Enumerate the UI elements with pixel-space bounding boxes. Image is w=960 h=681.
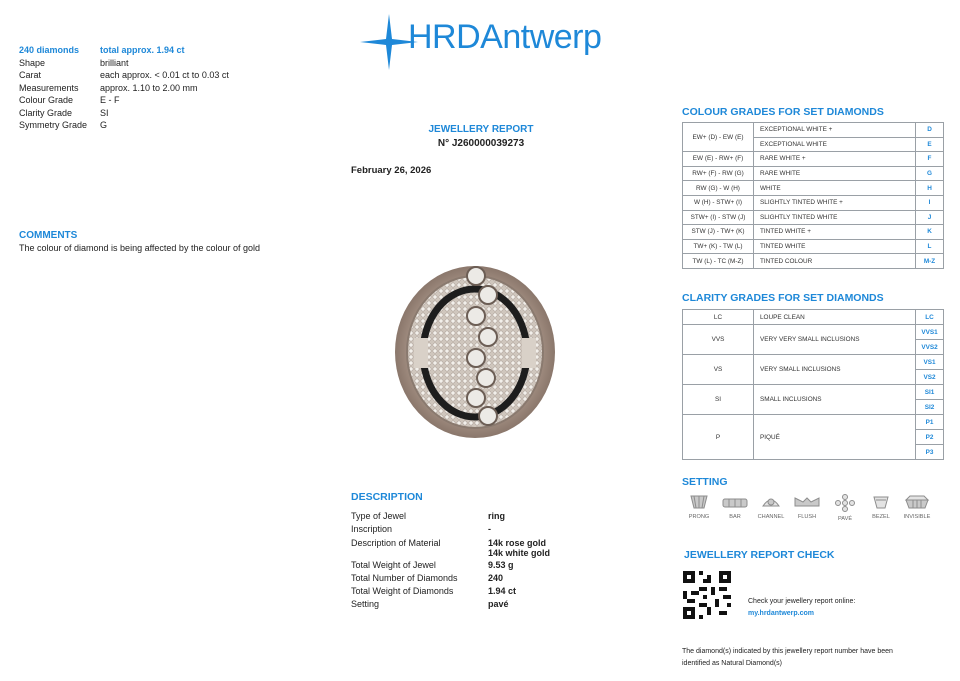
- grade-code: TW (L) - TC (M-Z): [683, 254, 754, 269]
- grade-desc: RARE WHITE +: [754, 152, 916, 167]
- grade-letter: E: [916, 137, 944, 152]
- grade-letter: D: [916, 123, 944, 138]
- setting-flush: [790, 494, 824, 520]
- clarity-desc: VERY VERY SMALL INCLUSIONS: [754, 325, 916, 355]
- grade-desc: EXCEPTIONAL WHITE +: [754, 123, 916, 138]
- grade-desc: RARE WHITE: [754, 166, 916, 181]
- clarity-letter: P1: [916, 415, 944, 430]
- total-weight: total approx. 1.94 ct: [100, 45, 185, 55]
- pave-icon: [833, 494, 857, 512]
- clarity-letter: SI1: [916, 385, 944, 400]
- clarity-grades-title: CLARITY GRADES FOR SET DIAMONDS: [682, 292, 884, 304]
- spec-value: G: [100, 120, 108, 130]
- logo-text: HRDAntwerp: [408, 18, 602, 56]
- table-row: [683, 239, 944, 254]
- table-row: [683, 166, 944, 181]
- clarity-code: VVS: [683, 325, 754, 355]
- grade-code: EW (E) - RW+ (F): [683, 152, 754, 167]
- grade-desc: EXCEPTIONAL WHITE: [754, 137, 916, 152]
- grade-letter: G: [916, 166, 944, 181]
- grade-code: EW+ (D) - EW (E): [683, 123, 754, 152]
- setting-icons: [682, 494, 942, 530]
- spec-label: Measurements: [19, 82, 79, 93]
- setting-label: CHANNEL: [757, 514, 785, 520]
- clarity-letter: LC: [916, 310, 944, 325]
- clarity-letter: P3: [916, 445, 944, 460]
- colour-grades-table: [682, 122, 944, 269]
- grade-code: STW (J) - TW+ (K): [683, 225, 754, 240]
- desc-label: Type of Jewel: [351, 511, 407, 521]
- desc-label: Setting: [351, 599, 380, 610]
- spec-label: Shape: [19, 57, 46, 68]
- setting-label: FLUSH: [797, 514, 817, 520]
- grade-letter: I: [916, 195, 944, 210]
- setting-label: BAR: [729, 514, 741, 520]
- setting-label: INVISIBLE: [903, 514, 931, 520]
- clarity-desc: VERY SMALL INCLUSIONS: [754, 355, 916, 385]
- spec-label: Symmetry Grade: [19, 120, 88, 130]
- spec-label: Carat: [19, 70, 42, 80]
- spec-value: approx. 1.10 to 2.00 mm: [100, 82, 198, 93]
- grade-code: TW+ (K) - TW (L): [683, 239, 754, 254]
- desc-value: pavé: [488, 599, 509, 610]
- grade-code: RW (G) - W (H): [683, 181, 754, 196]
- report-number: N° J260000039273: [437, 138, 525, 149]
- setting-label: PRONG: [688, 514, 710, 520]
- setting-bar: [718, 494, 752, 520]
- report-title: JEWELLERY REPORT: [428, 124, 534, 135]
- grade-letter: K: [916, 225, 944, 240]
- channel-icon: [760, 494, 782, 510]
- clarity-letter: P2: [916, 430, 944, 445]
- clarity-code: VS: [683, 355, 754, 385]
- diamond-count: 240 diamonds: [19, 45, 80, 55]
- table-row: [683, 385, 944, 400]
- clarity-letter: VVS1: [916, 325, 944, 340]
- grade-code: RW+ (F) - RW (G): [683, 166, 754, 181]
- report-check-title: JEWELLERY REPORT CHECK: [684, 549, 835, 561]
- desc-value: ring: [488, 511, 505, 521]
- qr-code[interactable]: [683, 571, 731, 619]
- setting-channel: [754, 494, 788, 520]
- comments-title: COMMENTS: [19, 230, 78, 241]
- comments-text: The colour of diamond is being affected by the colour of gold: [19, 243, 260, 253]
- clarity-code: SI: [683, 385, 754, 415]
- setting-title: SETTING: [682, 476, 728, 488]
- clarity-letter: VS2: [916, 370, 944, 385]
- clarity-desc: PIQUÉ: [754, 415, 916, 460]
- grade-code: STW+ (I) - STW (J): [683, 210, 754, 225]
- clarity-code: P: [683, 415, 754, 460]
- spec-label: Clarity Grade: [19, 107, 73, 118]
- description-table: [351, 510, 611, 612]
- desc-label: Total Weight of Diamonds: [351, 586, 454, 597]
- grade-letter: F: [916, 152, 944, 167]
- ring-image: [390, 258, 560, 442]
- desc-value: -: [488, 524, 491, 535]
- table-row: [683, 415, 944, 430]
- grade-letter: M-Z: [916, 254, 944, 269]
- clarity-desc: SMALL INCLUSIONS: [754, 385, 916, 415]
- clarity-code: LC: [683, 310, 754, 325]
- table-row: [683, 325, 944, 340]
- table-row: [683, 195, 944, 210]
- grade-letter: H: [916, 181, 944, 196]
- table-row: [683, 355, 944, 370]
- grade-desc: TINTED WHITE: [754, 239, 916, 254]
- table-row: [683, 152, 944, 167]
- flush-icon: [794, 494, 820, 510]
- description-title: DESCRIPTION: [351, 491, 423, 503]
- setting-invisible: [900, 494, 934, 520]
- setting-label: PAVÉ: [837, 516, 853, 522]
- report-check-link[interactable]: my.hrdantwerp.com: [748, 610, 814, 617]
- bar-icon: [722, 494, 748, 510]
- prong-icon: [688, 494, 710, 510]
- setting-pave: [828, 494, 862, 522]
- desc-value-2: 14k white gold: [488, 548, 551, 559]
- desc-label: Description of Material: [351, 537, 441, 548]
- grade-code: W (H) - STW+ (I): [683, 195, 754, 210]
- clarity-letter: VS1: [916, 355, 944, 370]
- table-row: [683, 181, 944, 196]
- setting-label: BEZEL: [872, 514, 890, 520]
- desc-label: Total Weight of Jewel: [351, 559, 436, 570]
- grade-letter: J: [916, 210, 944, 225]
- grade-desc: TINTED COLOUR: [754, 254, 916, 269]
- spec-label: Colour Grade: [19, 95, 74, 105]
- desc-label: Inscription: [351, 524, 393, 535]
- desc-value: 9.53 g: [488, 559, 514, 570]
- desc-value: 14k rose gold: [488, 537, 547, 548]
- summary-block: [19, 44, 329, 132]
- spec-value: each approx. < 0.01 ct to 0.03 ct: [100, 70, 229, 80]
- setting-prong: [682, 494, 716, 520]
- clarity-desc: LOUPE CLEAN: [754, 310, 916, 325]
- logo: [360, 12, 620, 68]
- clarity-letter: VVS2: [916, 340, 944, 355]
- table-row: [683, 310, 944, 325]
- report-check-text: Check your jewellery report online:: [748, 598, 856, 605]
- spec-value: E - F: [100, 95, 120, 105]
- desc-value: 240: [488, 572, 504, 583]
- colour-grades-title: COLOUR GRADES FOR SET DIAMONDS: [682, 106, 884, 118]
- spec-value: SI: [100, 107, 109, 118]
- table-row: [683, 123, 944, 138]
- clarity-letter: SI2: [916, 400, 944, 415]
- footer-line-1: The diamond(s) indicated by this jewellery report number have been: [682, 648, 893, 655]
- table-row: [683, 225, 944, 240]
- desc-label: Total Number of Diamonds: [351, 572, 458, 583]
- clarity-grades-table: [682, 309, 944, 460]
- spec-value: brilliant: [100, 57, 129, 68]
- grade-letter: L: [916, 239, 944, 254]
- grade-desc: SLIGHTLY TINTED WHITE +: [754, 195, 916, 210]
- footer-line-2: identified as Natural Diamond(s): [682, 660, 782, 667]
- setting-bezel: [864, 494, 898, 520]
- bezel-icon: [870, 494, 892, 510]
- table-row: [683, 210, 944, 225]
- report-date: February 26, 2026: [351, 165, 432, 176]
- grade-desc: WHITE: [754, 181, 916, 196]
- grade-desc: TINTED WHITE +: [754, 225, 916, 240]
- table-row: [683, 254, 944, 269]
- grade-desc: SLIGHTLY TINTED WHITE: [754, 210, 916, 225]
- invisible-icon: [904, 494, 930, 510]
- desc-value: 1.94 ct: [488, 586, 517, 597]
